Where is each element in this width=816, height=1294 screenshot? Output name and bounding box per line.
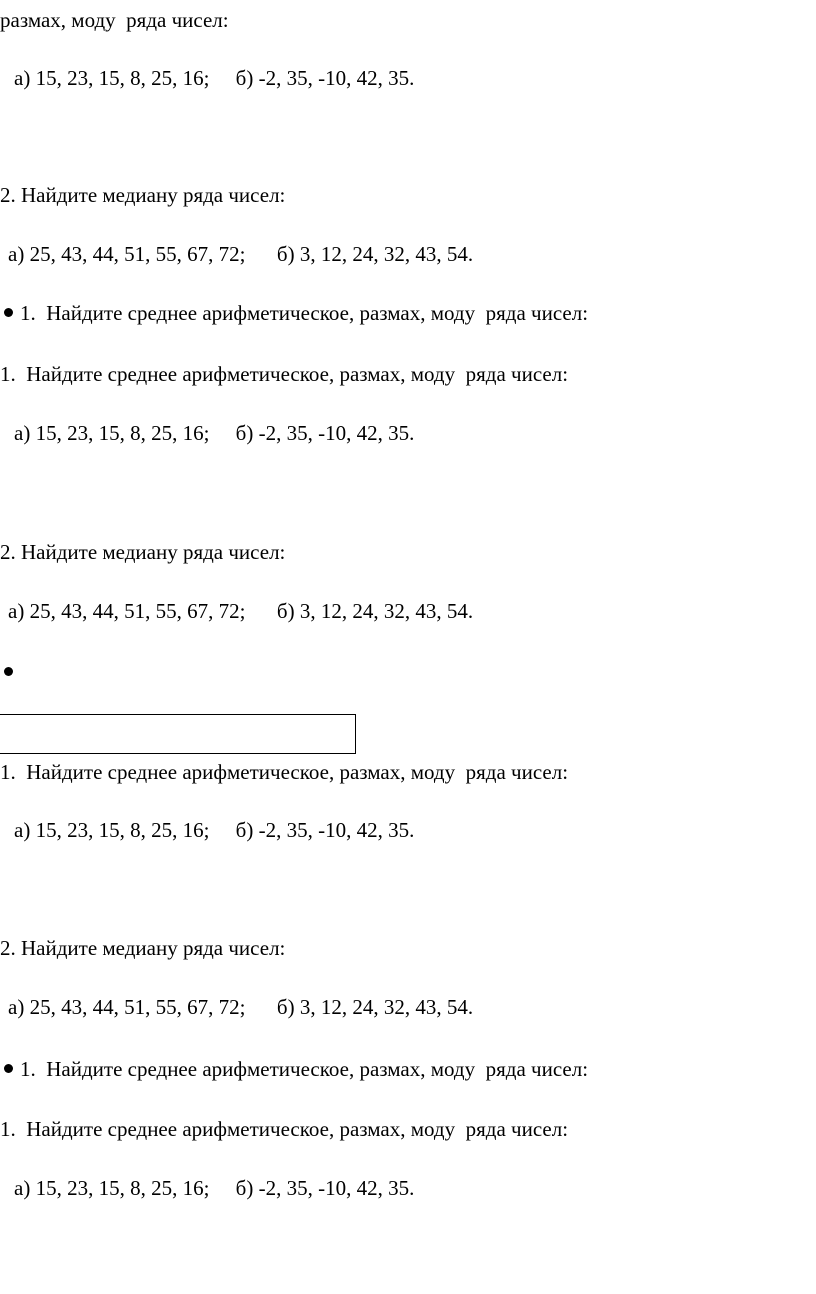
bulleted-task-1-heading: 1. Найдите среднее арифметическое, размах, моду ряда чисел: bbox=[20, 1057, 589, 1081]
bulleted-task-1-heading: 1. Найдите среднее арифметическое, размах, моду ряда чисел: bbox=[20, 301, 589, 325]
task-1-numbers: а) 15, 23, 15, 8, 25, 16; б) -2, 35, -10, 42, 35. bbox=[14, 1176, 415, 1200]
task-2-numbers: а) 25, 43, 44, 51, 55, 67, 72; б) 3, 12, 24, 32, 43, 54. bbox=[8, 599, 474, 623]
bullet-icon bbox=[4, 308, 13, 317]
task-2-heading: 2. Найдите медиану ряда чисел: bbox=[0, 183, 286, 207]
task-2-numbers: а) 25, 43, 44, 51, 55, 67, 72; б) 3, 12, 24, 32, 43, 54. bbox=[8, 995, 474, 1019]
task-1-numbers: а) 15, 23, 15, 8, 25, 16; б) -2, 35, -10, 42, 35. bbox=[14, 818, 415, 842]
task-2-numbers: а) 25, 43, 44, 51, 55, 67, 72; б) 3, 12, 24, 32, 43, 54. bbox=[8, 242, 474, 266]
task-1-heading: 1. Найдите среднее арифметическое, размах, моду ряда чисел: bbox=[0, 362, 569, 386]
bullet-icon bbox=[4, 1064, 13, 1073]
task-1-numbers: а) 15, 23, 15, 8, 25, 16; б) -2, 35, -10, 42, 35. bbox=[14, 421, 415, 445]
task-1-heading: 1. Найдите среднее арифметическое, размах, моду ряда чисел: bbox=[0, 1117, 569, 1141]
task-1-heading: 1. Найдите среднее арифметическое, размах, моду ряда чисел: bbox=[0, 760, 569, 784]
task-1-text-tail: размах, моду ряда чисел: bbox=[0, 8, 229, 32]
task-2-heading: 2. Найдите медиану ряда чисел: bbox=[0, 540, 286, 564]
bullet-icon bbox=[4, 667, 13, 676]
task-1-numbers: а) 15, 23, 15, 8, 25, 16; б) -2, 35, -10, 42, 35. bbox=[14, 66, 415, 90]
task-2-heading: 2. Найдите медиану ряда чисел: bbox=[0, 936, 286, 960]
empty-frame bbox=[0, 714, 356, 754]
